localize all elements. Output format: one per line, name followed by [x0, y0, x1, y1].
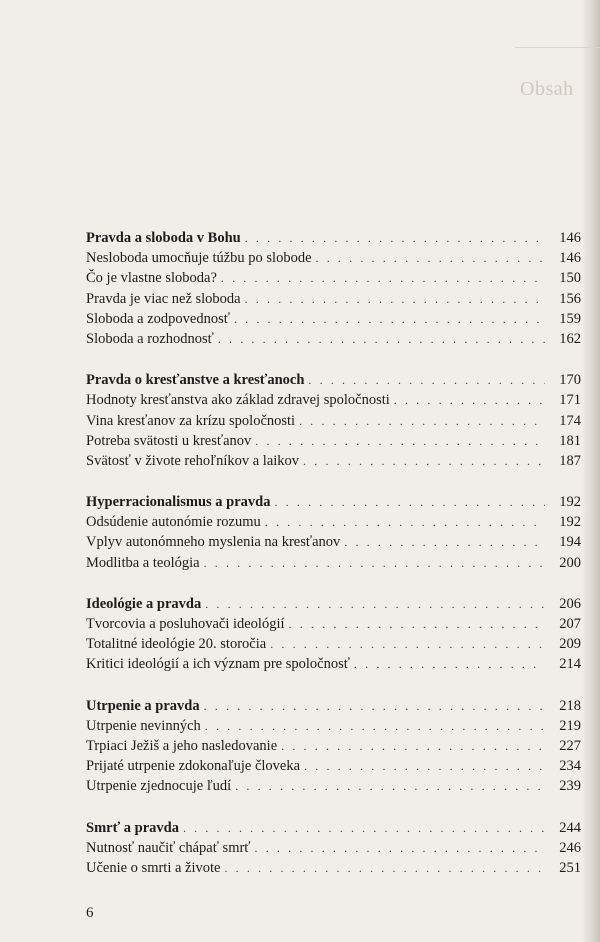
toc-page-number: 171 — [559, 392, 581, 409]
toc-entry — [86, 634, 581, 654]
toc-section — [86, 370, 581, 471]
toc-entry — [86, 756, 581, 776]
toc-page-number: 207 — [559, 616, 581, 632]
toc-section — [86, 228, 581, 349]
toc-page-number: 159 — [559, 310, 581, 327]
table-of-contents — [86, 228, 581, 899]
bleed-through-title: Obsah — [520, 78, 574, 100]
toc-chapter-heading — [86, 818, 581, 838]
dot-leader — [299, 411, 545, 431]
toc-entry — [86, 512, 581, 532]
toc-entry — [86, 858, 581, 878]
dot-leader — [289, 614, 545, 634]
toc-entry — [86, 289, 581, 309]
toc-entry-title: Potreba svätosti u kresťanov — [86, 432, 252, 449]
toc-entry-title: Učenie o smrti a živote — [86, 859, 221, 876]
toc-chapter-heading — [86, 228, 581, 248]
page-number: 6 — [86, 905, 94, 921]
toc-entry-title: Sloboda a rozhodnosť — [86, 330, 214, 347]
toc-chapter-heading — [86, 492, 581, 512]
dot-leader — [265, 512, 545, 532]
toc-entry — [86, 736, 581, 756]
dot-leader — [255, 431, 545, 451]
dot-leader — [303, 451, 545, 471]
toc-page-number: 187 — [559, 452, 581, 469]
dot-leader — [204, 696, 545, 716]
toc-chapter-heading — [86, 594, 581, 614]
toc-entry — [86, 411, 581, 431]
dot-leader — [224, 858, 545, 878]
dot-leader — [316, 248, 545, 268]
toc-entry-title: Nesloboda umocňuje túžbu po slobode — [86, 250, 312, 267]
toc-section — [86, 818, 581, 879]
toc-entry-title: Utrpenie a pravda — [86, 697, 200, 714]
dot-leader — [281, 736, 545, 756]
toc-entry-title: Nutnosť naučiť chápať smrť — [86, 839, 251, 856]
toc-page-number: 251 — [559, 859, 581, 876]
toc-entry — [86, 553, 581, 573]
dot-leader — [245, 289, 545, 309]
toc-page-number: 206 — [559, 595, 581, 612]
dot-leader — [234, 309, 545, 329]
toc-page-number: 170 — [559, 372, 581, 389]
toc-entry — [86, 716, 581, 736]
dot-leader — [255, 838, 545, 858]
toc-page-number: 244 — [559, 819, 581, 836]
toc-entry-title: Ideológie a pravda — [86, 595, 202, 612]
toc-page-number: 150 — [559, 270, 581, 287]
toc-page-number: 239 — [559, 778, 581, 795]
toc-page-number: 181 — [559, 432, 581, 449]
toc-entry — [86, 431, 581, 451]
toc-chapter-heading — [86, 696, 581, 716]
toc-entry-title: Sloboda a zodpovednosť — [86, 310, 230, 327]
dot-leader — [205, 716, 545, 736]
toc-section — [86, 696, 581, 797]
toc-page-number: 234 — [559, 758, 581, 775]
toc-entry-title: Čo je vlastne sloboda? — [86, 270, 217, 287]
toc-entry-title: Smrť a pravda — [86, 819, 179, 836]
toc-page-number: 218 — [559, 697, 581, 714]
toc-entry — [86, 329, 581, 349]
toc-entry-title: Modlitba a teológia — [86, 554, 200, 571]
toc-page-number: 156 — [559, 290, 581, 307]
toc-entry — [86, 451, 581, 471]
toc-page-number: 246 — [559, 839, 581, 856]
toc-entry-title: Odsúdenie autonómie rozumu — [86, 514, 261, 531]
dot-leader — [394, 390, 545, 410]
toc-page-number: 227 — [559, 737, 581, 754]
dot-leader — [308, 370, 545, 390]
dot-leader — [183, 818, 545, 838]
toc-entry — [86, 532, 581, 552]
toc-page-number: 214 — [559, 656, 581, 673]
dot-leader — [235, 776, 545, 796]
dot-leader — [270, 634, 545, 654]
toc-entry — [86, 776, 581, 796]
page-edge-shadow — [582, 0, 600, 942]
dot-leader — [221, 268, 545, 288]
toc-entry-title: Pravda o kresťanstve a kresťanoch — [86, 372, 305, 389]
toc-entry-title: Svätosť v živote rehoľníkov a laikov — [86, 452, 300, 469]
toc-entry-title: Vina kresťanov za krízu spoločnosti — [86, 412, 296, 429]
toc-entry — [86, 309, 581, 329]
toc-page-number: 146 — [559, 230, 581, 246]
toc-entry-title: Totalitné ideológie 20. storočia — [86, 636, 267, 653]
toc-page-number: 146 — [559, 250, 581, 267]
dot-leader — [274, 492, 545, 512]
dot-leader — [218, 329, 545, 349]
bleed-through-rule — [515, 47, 600, 48]
toc-entry — [86, 614, 581, 634]
toc-chapter-heading — [86, 370, 581, 390]
toc-entry-title: Utrpenie nevinných — [86, 717, 201, 734]
toc-section — [86, 594, 581, 675]
toc-page-number: 174 — [559, 412, 581, 429]
toc-entry-title: Tvorcovia a posluhovači ideológií — [86, 616, 285, 632]
dot-leader — [344, 532, 545, 552]
dot-leader — [204, 553, 545, 573]
dot-leader — [354, 654, 545, 674]
toc-section — [86, 492, 581, 573]
toc-entry-title: Prijaté utrpenie zdokonaľuje človeka — [86, 758, 301, 775]
toc-entry-title: Hodnoty kresťanstva ako základ zdravej spoločnosti — [86, 392, 390, 409]
toc-entry — [86, 248, 581, 268]
toc-entry — [86, 654, 581, 674]
toc-entry-title: Vplyv autonómneho myslenia na kresťanov — [86, 534, 341, 551]
toc-page-number: 200 — [559, 554, 581, 571]
toc-page-number: 219 — [559, 717, 581, 734]
toc-page-number: 192 — [559, 514, 581, 531]
toc-page-number: 162 — [559, 330, 581, 347]
toc-page-number: 209 — [559, 636, 581, 653]
toc-entry-title: Utrpenie zjednocuje ľudí — [86, 778, 232, 795]
toc-entry-title: Pravda je viac než sloboda — [86, 290, 241, 307]
toc-entry-title: Kritici ideológií a ich význam pre spoločnosť — [86, 656, 350, 673]
toc-entry-title: Pravda a sloboda v Bohu — [86, 230, 241, 246]
toc-page-number: 194 — [559, 534, 581, 551]
dot-leader — [245, 228, 545, 248]
toc-entry — [86, 838, 581, 858]
dot-leader — [205, 594, 545, 614]
toc-entry — [86, 390, 581, 410]
toc-page-number: 192 — [559, 494, 581, 511]
toc-entry-title: Hyperracionalismus a pravda — [86, 494, 271, 511]
toc-entry — [86, 268, 581, 288]
toc-entry-title: Trpiaci Ježiš a jeho nasledovanie — [86, 737, 278, 754]
dot-leader — [304, 756, 545, 776]
